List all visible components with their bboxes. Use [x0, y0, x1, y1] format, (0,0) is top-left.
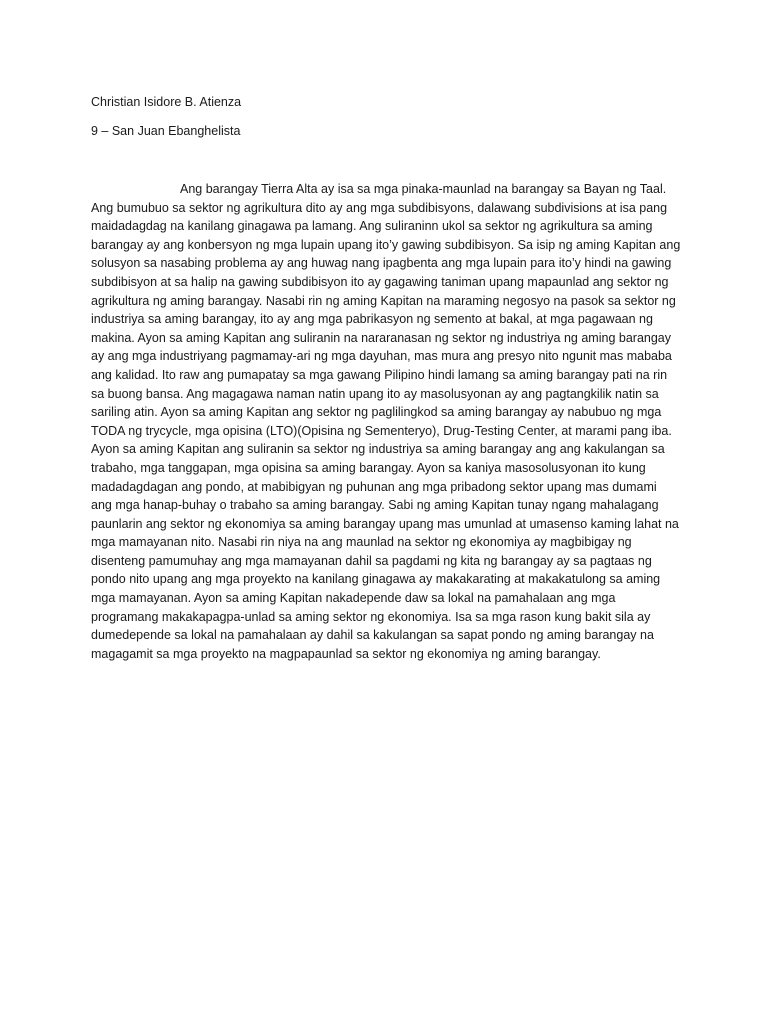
essay-body	[91, 180, 681, 663]
body-line: makina. Ayon sa aming Kapitan ang suliranin na nararanasan ng sektor ng industriya ng aming barangay	[91, 330, 671, 345]
section-label: 9 – San Juan Ebanghelista	[91, 124, 241, 138]
body-line: sa buong bansa. Ang magagawa naman natin upang ito ay masolusyonan ay ang pagtangkilik natin sa	[91, 386, 659, 401]
body-line: dumedepende sa lokal na pamahalaan ay dahil sa kakulangan sa sapat pondo ng aming barangay na	[91, 628, 654, 643]
body-line: mga mamayanan nito. Nasabi rin niya na ang maunlad na sektor ng ekonomiya ay magbibigay ng	[91, 535, 632, 550]
body-line: programang makakapagpa-unlad sa aming sektor ng ekonomiya. Isa sa mga rason kung bakit sila ay	[91, 609, 651, 624]
body-line: TODA ng trycycle, mga opisina (LTO)(Opisina ng Sementeryo), Drug-Testing Center, at marami pang iba.	[91, 423, 672, 438]
body-line: paunlarin ang sektor ng ekonomiya sa aming barangay upang mas umunlad at umasenso kaming lahat na	[91, 516, 679, 531]
body-line: madadagdagan ang pondo, at mabibigyan ng puhunan ang mga pribadong sektor upang mas dumami	[91, 479, 657, 494]
body-line: sariling atin. Ayon sa aming Kapitan ang sektor ng paglilingkod sa aming barangay ay nabubuo ng mga	[91, 405, 662, 420]
body-line: ang mga hanap-buhay o trabaho sa aming barangay. Sabi ng aming Kapitan tunay ngang mahalagang	[91, 498, 659, 513]
body-line: Ayon sa aming Kapitan ang suliranin sa sektor ng industriya sa aming barangay ang ang kakulangan sa	[91, 442, 665, 457]
body-line: trabaho, mga tanggapan, mga opisina sa aming barangay. Ayon sa kaniya masosolusyonan ito kung	[91, 460, 646, 475]
body-line: subdibisyon at sa halip na gawing subdibisyon ito ay gagawing taniman upang mapaunlad ang sektor ng	[91, 274, 669, 289]
body-line: ang kalidad. Ito raw ang pumapatay sa mga gawang Pilipino hindi lamang sa aming barangay pati na rin	[91, 367, 668, 382]
body-line: maidadagdag na kanilang ginagawa pa lamang. Ang suliraninn ukol sa sektor ng agrikultura sa aming	[91, 219, 653, 234]
author-name: Christian Isidore B. Atienza	[91, 95, 242, 109]
body-line: barangay ay ang konbersyon ng mga lupain upang ito’y gawing subdibisyon. Sa isip ng aming Kapitan ang	[91, 237, 681, 252]
body-line: magagamit sa mga proyekto na magpapaunlad sa sektor ng ekonomiya ng aming barangay.	[91, 646, 601, 661]
body-line: Ang barangay Tierra Alta ay isa sa mga pinaka-maunlad na barangay sa Bayan ng Taal.	[180, 182, 667, 196]
body-line: pondo nito upang ang mga proyekto na kanilang ginagawa ay makakarating at makakatulong sa aming	[91, 572, 661, 587]
body-line: Ang bumubuo sa sektor ng agrikultura dito ay ang mga subdibisyons, dalawang subdivisions at isa pang	[91, 200, 668, 215]
body-line: solusyon sa nasabing problema ay ang huwag nang ipagbenta ang mga lupain para ito’y hindi na gawing	[91, 256, 672, 271]
body-line: ay ang mga industriyang pagmamay-ari ng mga dayuhan, mas mura ang presyo nito ngunit mas mababa	[91, 349, 672, 364]
body-line: agrikultura ng aming barangay. Nasabi rin ng aming Kapitan na maraming negosyo na pasok sa sektor ng	[91, 293, 676, 308]
body-line: mga mamayanan. Ayon sa aming Kapitan nakadepende daw sa lokal na pamahalaan ang mga	[91, 591, 616, 606]
body-line: industriya sa aming barangay, ito ay ang mga pabrikasyon ng semento at bakal, at mga pagawaan ng	[91, 312, 653, 327]
body-line: disenteng pamumuhay ang mga mamayanan dahil sa pagdami ng kita ng barangay ay sa pagtaas ng	[91, 553, 652, 568]
